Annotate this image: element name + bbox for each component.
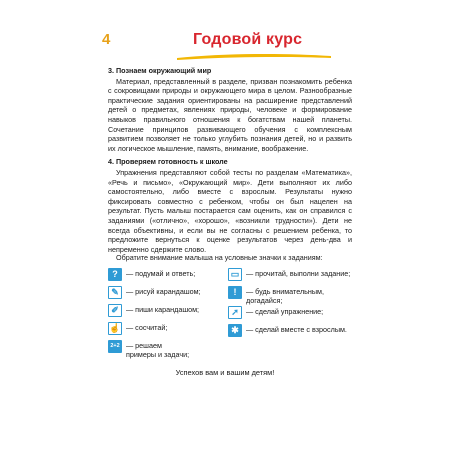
- pencil-write-icon: ✐: [108, 304, 122, 317]
- legend-label: — сосчитай;: [126, 323, 168, 332]
- legend-item: [108, 286, 201, 299]
- legend-label: — пиши карандашом;: [126, 305, 200, 314]
- page-title: Годовой курс: [193, 31, 303, 48]
- section-heading: 3. Познаем окружающий мир: [108, 66, 212, 75]
- legend-label: — сделай вместе с взрослым.: [246, 325, 347, 334]
- section-paragraph: Упражнения представляют собой тесты по разделам «Математика», «Речь и письмо», «Окружающий мир». Дети выполняют их либо самостоятельно, либо вместе с взрослым. Результаты нужно фиксировать совместно с ребенком, чтобы он был нацелен на результат. Пусть малыш постарается сам оценить, как он справился с заданиями («отлично», «хорошо», «возникли трудности»). Дети не всегда объективны, и если вы не согласны с решением ребенка, то предложите вернуться к оценке результатов через день-два и непременно сдержите слово.: [108, 167, 352, 254]
- legend-label: — рисуй карандашом;: [126, 287, 201, 296]
- icon-legend: [108, 268, 352, 368]
- legend-item: [108, 340, 218, 359]
- closing-line: Успехов вам и вашим детям!: [175, 368, 275, 377]
- section-paragraph: Материал, представленный в разделе, призван познакомить ребенка с сокровищами природы и окружающего мира в целом. Разнообразные практические задания ориентированы на расширение представлений детей о предметах, явлениях природы, человеке и формирование навыков правильного отношения к богатствам нашей планеты. Сочетание принципов развивающего обучения с комплексным развитием позволяет не только углубить познания детей, но и развить их логическое мышление, память, внимание, воображение.: [108, 76, 352, 153]
- count-hand-icon: ☝: [109, 323, 121, 333]
- pencil-color-icon: ✎: [108, 286, 122, 299]
- legend-item: [108, 268, 195, 281]
- legend-label: — подумай и ответь;: [126, 269, 196, 278]
- together-icon: ✱: [228, 324, 242, 337]
- question-icon: ?: [108, 268, 122, 281]
- section-heading: 4. Проверяем готовность к школе: [108, 157, 228, 167]
- page-number: 4: [102, 31, 111, 48]
- attention-icon: !: [228, 286, 242, 299]
- read-icon: ▭: [228, 268, 242, 281]
- legend-item: [108, 322, 167, 335]
- legend-item: [228, 324, 347, 337]
- title-underline-swoosh: [175, 51, 333, 61]
- legend-item: [228, 306, 323, 319]
- legend-label: — будь внимательным, догадайся;: [246, 287, 324, 305]
- legend-item: [228, 268, 350, 281]
- math-icon: 2+2: [108, 340, 122, 353]
- legend-intro: Обратите внимание малыша на условные значки к заданиям:: [116, 253, 323, 262]
- legend-label: — сделай упражнение;: [246, 307, 324, 316]
- exercise-icon: ➚: [228, 306, 242, 319]
- legend-label: — прочитай, выполни задание;: [246, 269, 351, 278]
- legend-item: [228, 286, 352, 305]
- legend-label: — решаем примеры и задачи;: [126, 341, 190, 359]
- legend-item: [108, 304, 199, 317]
- body-text: [108, 62, 352, 254]
